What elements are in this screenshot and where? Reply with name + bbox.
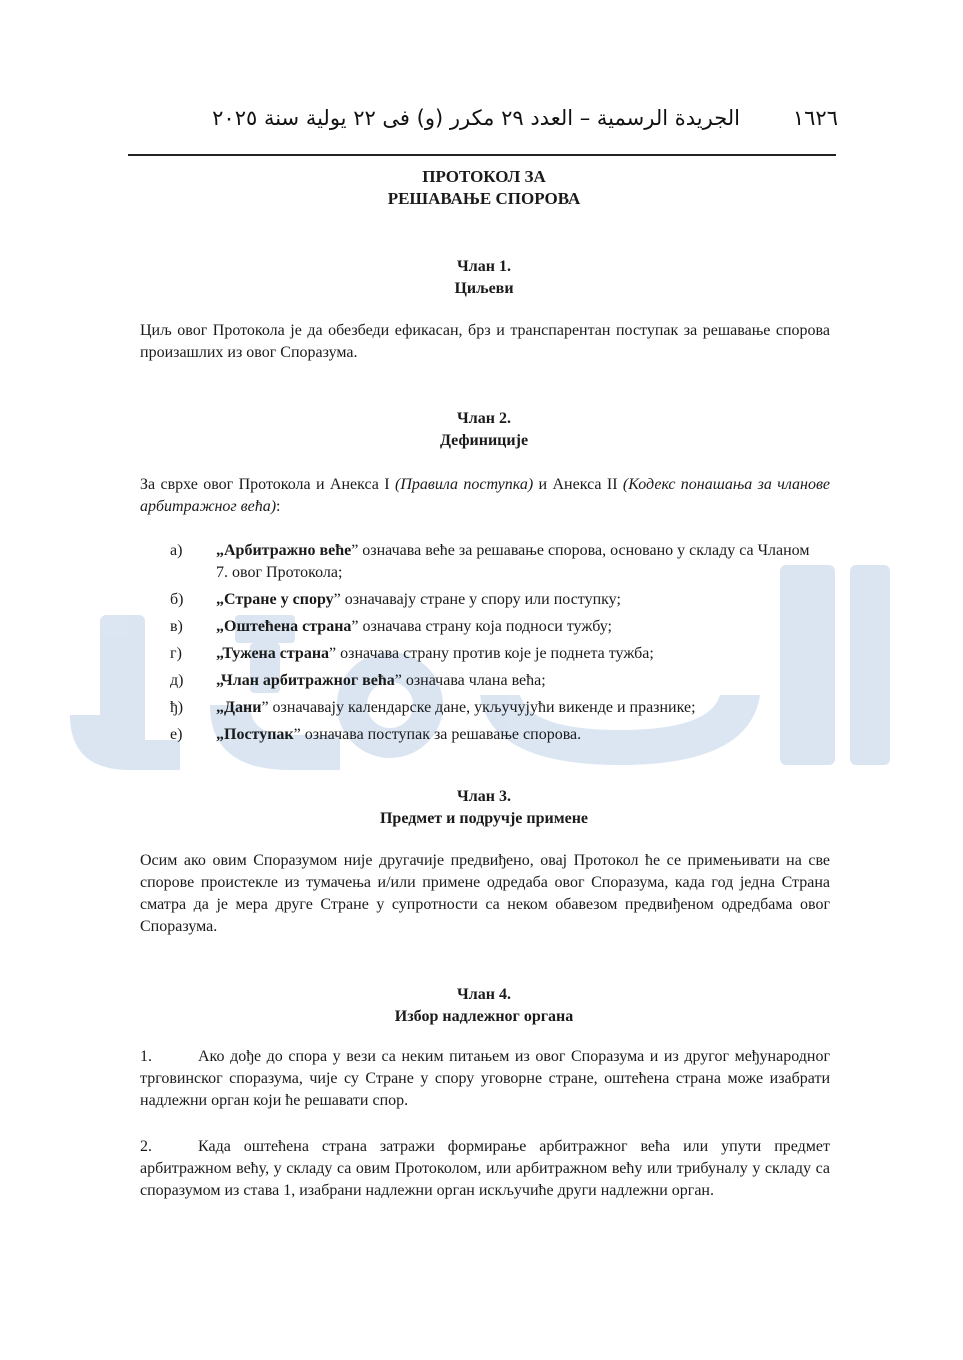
article3-title: Предмет и подручје примене	[379, 810, 589, 827]
definition-term: „Поступак	[216, 726, 294, 743]
article1-text: Циљ овог Протокола је да обезбеди ефикасан, брз и транспарентан поступак за решавање спорова произашлих из овог Споразума.	[140, 322, 830, 361]
definition-text: ” означава члана већа;	[394, 672, 546, 689]
gazette-header	[130, 106, 838, 142]
article4-item-number: 2.	[140, 1138, 152, 1155]
definition-term: „Стране у спору	[216, 591, 334, 608]
article2-intro-e: :	[276, 498, 281, 515]
definition-text: ” означава веће за решавање спорова, основано у складу са Чланом 7. овог Протокола;	[216, 542, 810, 581]
article3-text: Осим ако овим Споразумом није другачије предвиђено, овај Протокол ће се примењивати на све спорове проистекле из тумачења и/или примене одредаба овог Споразума, када год једна Страна сматра да је мера друге Стране у супротности са неком обавезом предвиђеном одредбама овог Споразума.	[140, 852, 830, 935]
article2-title: Дефиниције	[439, 432, 529, 449]
document-title-line2: РЕШАВАЊЕ СПОРОВА	[387, 189, 581, 208]
definition-item	[170, 643, 810, 665]
definition-text: ” означава страну која подноси тужбу;	[351, 618, 612, 635]
definition-item	[170, 589, 810, 611]
definition-text: ” означава поступак за решавање спорова.	[293, 726, 582, 743]
definition-letter: ђ)	[170, 699, 184, 716]
article2-intro-b: (Правила поступка)	[395, 476, 534, 493]
article3-number: Члан 3.	[457, 788, 511, 805]
definition-term: „Члан арбитражног већа	[216, 672, 395, 689]
article2-intro-a: За сврхе овог Протокола и Анекса I	[140, 476, 396, 493]
page-number: ١٦٢٦	[792, 106, 838, 130]
definition-letter: г)	[170, 645, 182, 662]
document-title	[130, 166, 838, 210]
definition-item	[170, 697, 810, 719]
definition-letter: е)	[170, 726, 183, 743]
definition-term: „Оштећена страна	[216, 618, 352, 635]
article2-intro-d: (Кодекс понашања за чланове арбитражног већа)	[140, 476, 831, 515]
definition-item	[170, 616, 810, 638]
definition-item	[170, 540, 810, 584]
article4-item-text: Када оштећена страна затражи формирање арбитражног већа или упути предмет арбитражном већу, у складу са овим Протоколом, или арбитражном већу или трибуналу у складу са споразумом из става 1, изабрани надлежни орган искључиће други надлежни орган.	[140, 1138, 830, 1199]
definition-term: „Тужена страна	[216, 645, 330, 662]
gazette-title: الجريدة الرسمية – العدد ٢٩ مكرر (و) فى ٢٢ يولية سنة ٢٠٢٥	[212, 106, 740, 130]
article4-item-text: Ако дође до спора у вези са неким питањем из овог Споразума и из другог међународног трговинског споразума, чије су Стране у спору уговорне стране, оштећена страна може изабрати надлежни орган који ће решавати спор.	[140, 1048, 830, 1109]
definition-letter: а)	[170, 542, 183, 559]
definition-term: „Дани	[216, 699, 262, 716]
article1-title: Циљеви	[454, 280, 514, 297]
article4-item	[140, 1136, 830, 1202]
article2-number: Члан 2.	[457, 410, 511, 427]
definition-item	[170, 670, 810, 692]
article1-number: Члан 1.	[457, 258, 511, 275]
article4-item	[140, 1046, 830, 1112]
definition-letter: б)	[170, 591, 184, 608]
definition-letter: в)	[170, 618, 183, 635]
definition-text: ” означавају стране у спору или поступку;	[333, 591, 621, 608]
definitions-list	[170, 540, 810, 751]
definition-term: „Арбитражно веће	[216, 542, 352, 559]
definition-text: ” означава страну против које је поднета тужба;	[329, 645, 654, 662]
definition-item	[170, 724, 810, 746]
definition-letter: д)	[170, 672, 184, 689]
article4-number: Члан 4.	[457, 986, 511, 1003]
article2-intro-c: и Анекса II	[533, 476, 623, 493]
header-divider	[128, 154, 836, 156]
document-title-line1: ПРОТОКОЛ ЗА	[422, 167, 546, 186]
definition-text: ” означавају календарске дане, укључујући викенде и празнике;	[261, 699, 696, 716]
article4-title: Избор надлежног органа	[394, 1008, 574, 1025]
article2-intro	[140, 474, 830, 518]
article4-item-number: 1.	[140, 1048, 152, 1065]
